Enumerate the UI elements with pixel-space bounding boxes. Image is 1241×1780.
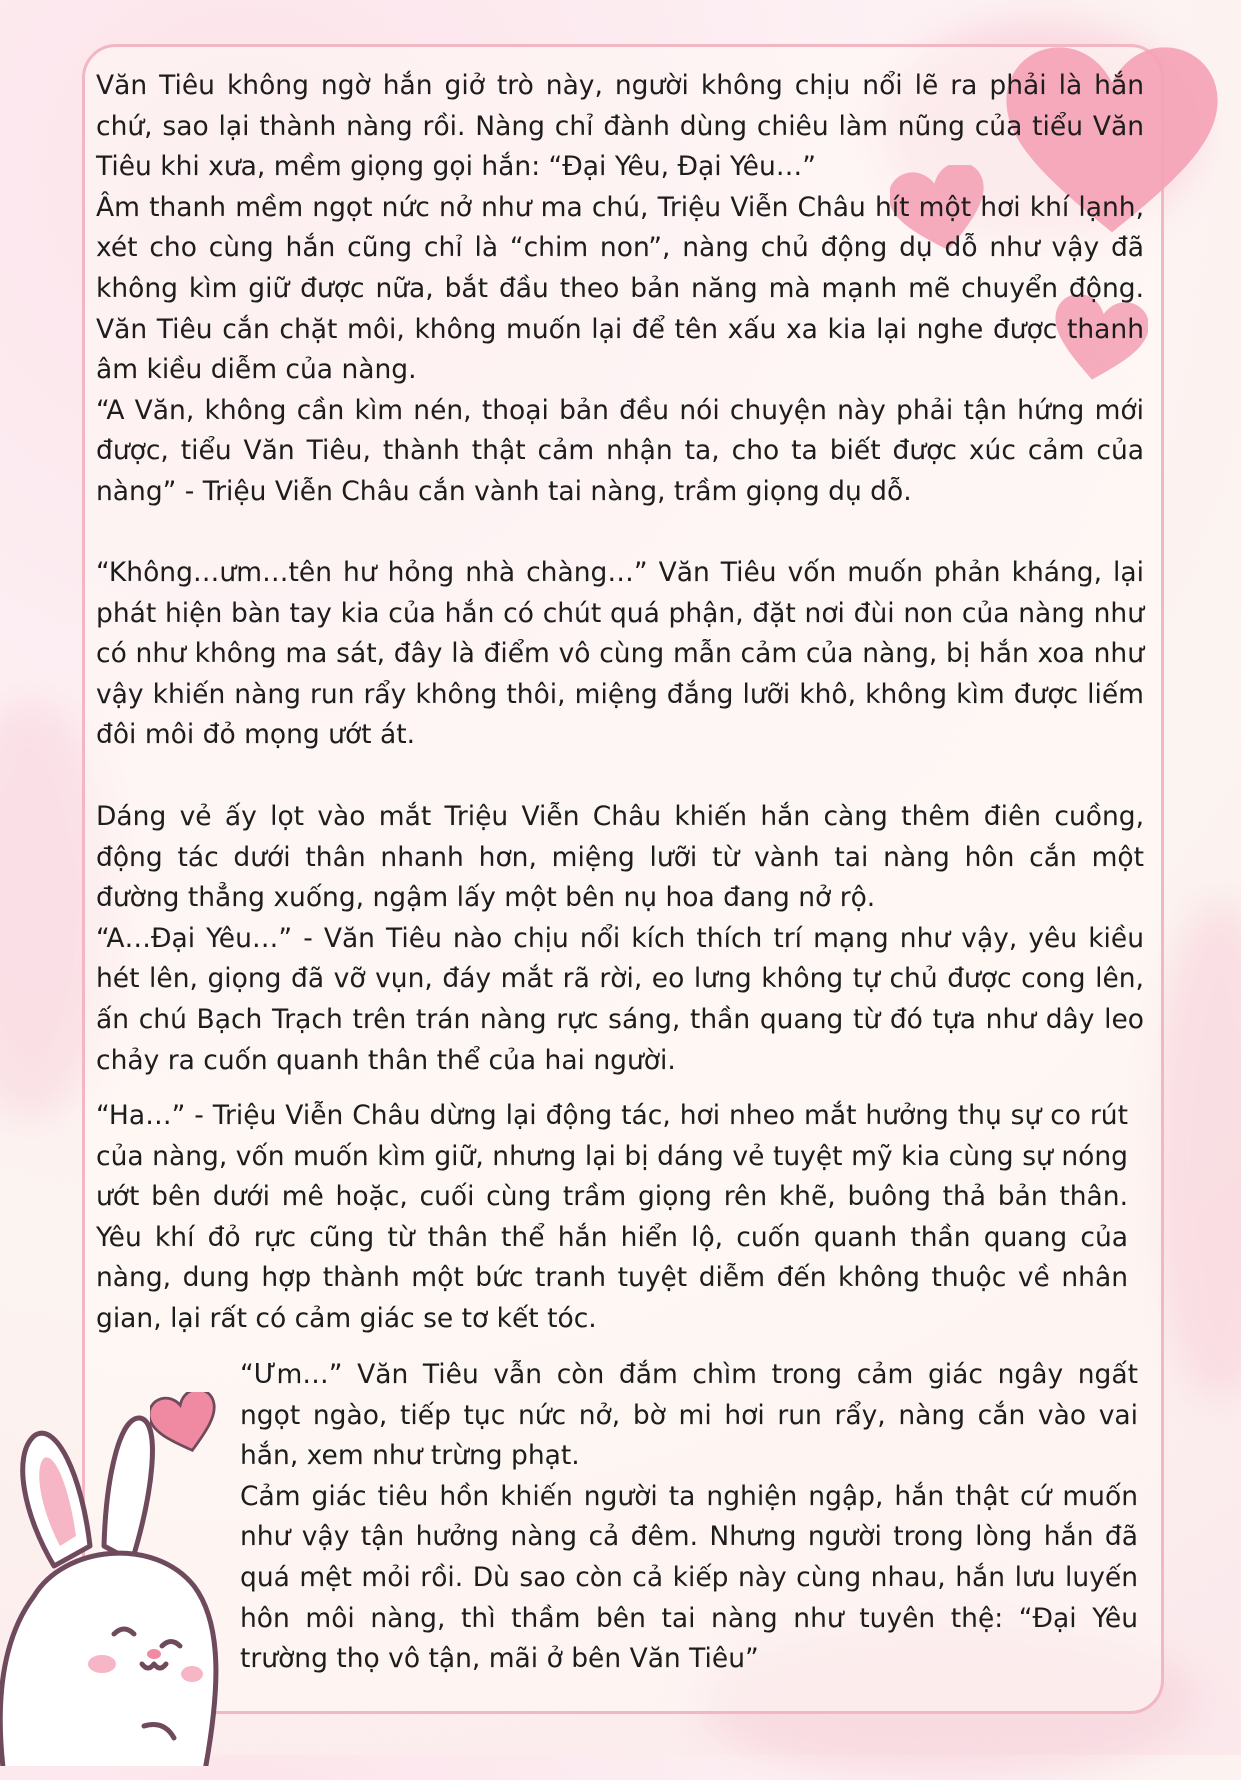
bunny-ear-right: [104, 1418, 152, 1561]
paragraph: Cảm giác tiêu hồn khiến người ta nghiện ngập, hắn thật cứ muốn như vậy tận hưởng nàng cả đêm. Nhưng người trong lòng hắn đã quá mệt mỏi rồi. Dù sao còn cả kiếp này cùng nhau, hắn lưu luyến hôn môi nàng, thì thầm bên tai nàng như tuyên thệ: “Đại Yêu trường thọ vô tận, mãi ở bên Văn Tiêu”: [240, 1480, 1138, 1675]
paragraph: Văn Tiêu không ngờ hắn giở trò này, người không chịu nổi lẽ ra phải là hắn chứ, sao lại thành nàng rồi. Nàng chỉ đành dùng chiêu làm nũng của tiểu Văn Tiêu khi xưa, mềm giọng gọi hắn: “Đại Yêu, Đại Yêu…”: [96, 70, 1144, 183]
story-block-1: [96, 66, 1144, 513]
paragraph: Dáng vẻ ấy lọt vào mắt Triệu Viễn Châu khiến hắn càng thêm điên cuồng, động tác dưới thân nhanh hơn, miệng lưỡi từ vành tai nàng hôn cắn một đường thẳng xuống, ngậm lấy một bên nụ hoa đang nở rộ.: [96, 801, 1144, 914]
story-block-2: [96, 553, 1144, 756]
paragraph: “Không…ưm…tên hư hỏng nhà chàng…” Văn Tiêu vốn muốn phản kháng, lại phát hiện bàn tay kia của hắn có chút quá phận, đặt nơi đùi non của nàng như có như không ma sát, đây là điểm vô cùng mẫn cảm của nàng, bị hắn xoa như vậy khiến nàng run rẩy không thôi, miệng đắng lưỡi khô, không kìm được liếm đôi môi đỏ mọng ướt át.: [96, 557, 1144, 751]
bunny-mouth: [142, 1664, 166, 1668]
paragraph: Âm thanh mềm ngọt nức nở như ma chú, Triệu Viễn Châu hít một hơi khí lạnh, xét cho cùng hắn cũng chỉ là “chim non”, nàng chủ động dụ dỗ như vậy đã không kìm giữ được nữa, bắt đầu theo bản năng mà mạnh mẽ chuyển động. Văn Tiêu cắn chặt môi, không muốn lại để tên xấu xa kia lại nghe được thanh âm kiều diễm của nàng.: [96, 191, 1144, 386]
story-block-4: [96, 1096, 1128, 1340]
story-block-3: [96, 797, 1144, 1081]
bunny-cheek-right: [181, 1666, 203, 1682]
story-block-5: [240, 1355, 1138, 1680]
paragraph: “Ưm…” Văn Tiêu vẫn còn đắm chìm trong cảm giác ngây ngất ngọt ngào, tiếp tục nức nở, bờ mi hơi run rẩy, nàng cắn vào vai hắn, xem như trừng phạt.: [240, 1359, 1138, 1472]
bunny-nose: [147, 1649, 161, 1659]
paragraph: “A Văn, không cần kìm nén, thoại bản đều nói chuyện này phải tận hứng mới được, tiểu Văn Tiêu, thành thật cảm nhận ta, cho ta biết được xúc cảm của nàng” - Triệu Viễn Châu cắn vành tai nàng, trầm giọng dụ dỗ.: [96, 394, 1144, 507]
bunny-cheek-left: [88, 1655, 116, 1673]
bunny-icon: [0, 1396, 234, 1766]
paragraph: “A…Đại Yêu…” - Văn Tiêu nào chịu nổi kích thích trí mạng như vậy, yêu kiều hét lên, giọng đã vỡ vụn, đáy mắt rã rời, eo lưng không tự chủ được cong lên, ấn chú Bạch Trạch trên trán nàng rực sáng, thần quang từ đó tựa như dây leo chảy ra cuốn quanh thân thể của hai người.: [96, 922, 1144, 1076]
paragraph: “Ha…” - Triệu Viễn Châu dừng lại động tác, hơi nheo mắt hưởng thụ sự co rút của nàng, vốn muốn kìm giữ, nhưng lại bị dáng vẻ tuyệt mỹ kia cùng sự nóng ướt bên dưới mê hoặc, cuối cùng trầm giọng rên khẽ, buông thả bản thân. Yêu khí đỏ rực cũng từ thân thể hắn hiển lộ, cuốn quanh thần quang của nàng, dung hợp thành một bức tranh tuyệt diễm đến không thuộc về nhân gian, lại rất có cảm giác se tơ kết tóc.: [96, 1100, 1128, 1334]
